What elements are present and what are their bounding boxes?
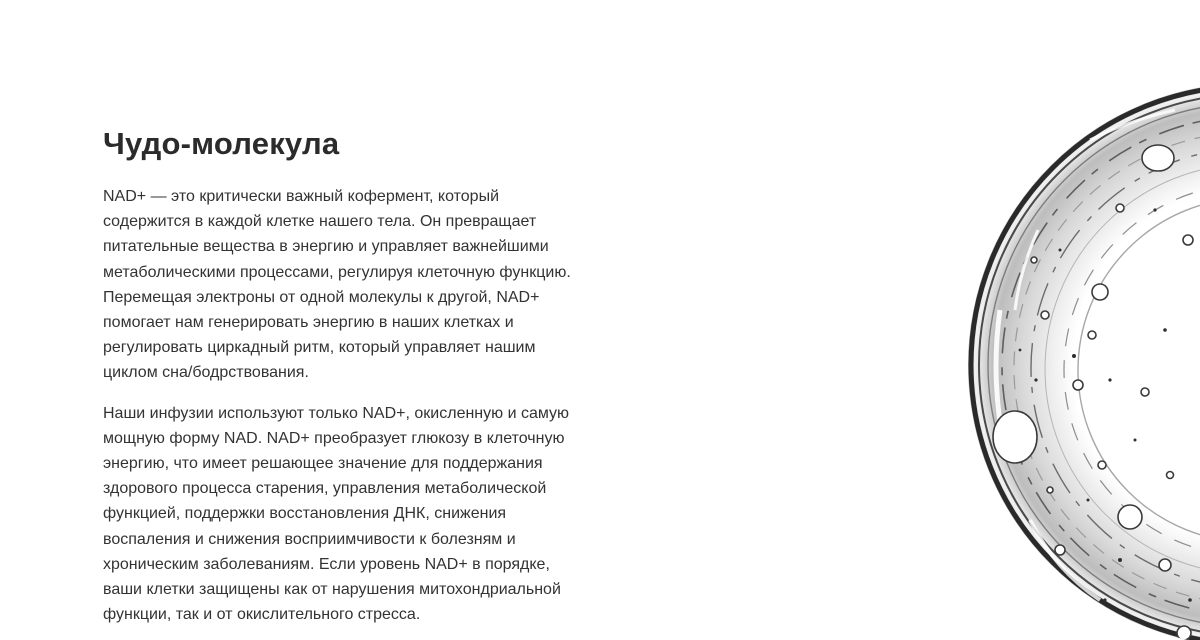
- paragraph-intro: [103, 184, 603, 386]
- paragraph-details: [103, 401, 603, 628]
- section-title: Чудо-молекула: [103, 126, 340, 161]
- text-line: воспаления и снижения восприимчивости к болезням и: [103, 530, 516, 548]
- text-line: хроническим заболеваниям. Если уровень NAD+ в порядке,: [103, 555, 550, 573]
- text-line: ваши клетки защищены как от нарушения митохондриальной: [103, 581, 561, 599]
- text-line: NAD+ — это критически важный кофермент, который: [103, 188, 500, 205]
- text-line: питательные вещества в энергию и управляет важнейшими: [103, 238, 549, 256]
- text-line: здорового процесса старения, управления метаболической: [103, 480, 547, 498]
- text-line: регулировать циркадный ритм, который управляет нашим: [103, 339, 536, 357]
- text-line: функцией, поддержки восстановления ДНК, снижения: [103, 505, 507, 523]
- content-block: [103, 124, 603, 640]
- text-line: циклом сна/бодрствования.: [103, 364, 309, 382]
- molecule-ring-image: [960, 80, 1200, 640]
- text-line: содержится в каждой клетке нашего тела. Он превращает: [103, 213, 537, 231]
- text-line: мощную форму NAD. NAD+ преобразует глюкозу в клеточную: [103, 429, 565, 447]
- text-line: функции, так и от окислительного стресса.: [103, 606, 421, 624]
- text-line: метаболическими процессами, регулируя клеточную функцию.: [103, 263, 571, 281]
- text-line: помогает нам генерировать энергию в наших клетках и: [103, 314, 514, 332]
- text-line: Наши инфузии используют только NAD+, окисленную и самую: [103, 404, 570, 422]
- text-line: Перемещая электроны от одной молекулы к другой, NAD+: [103, 288, 540, 306]
- text-line: энергию, что имеет решающее значение для поддержания: [103, 455, 543, 473]
